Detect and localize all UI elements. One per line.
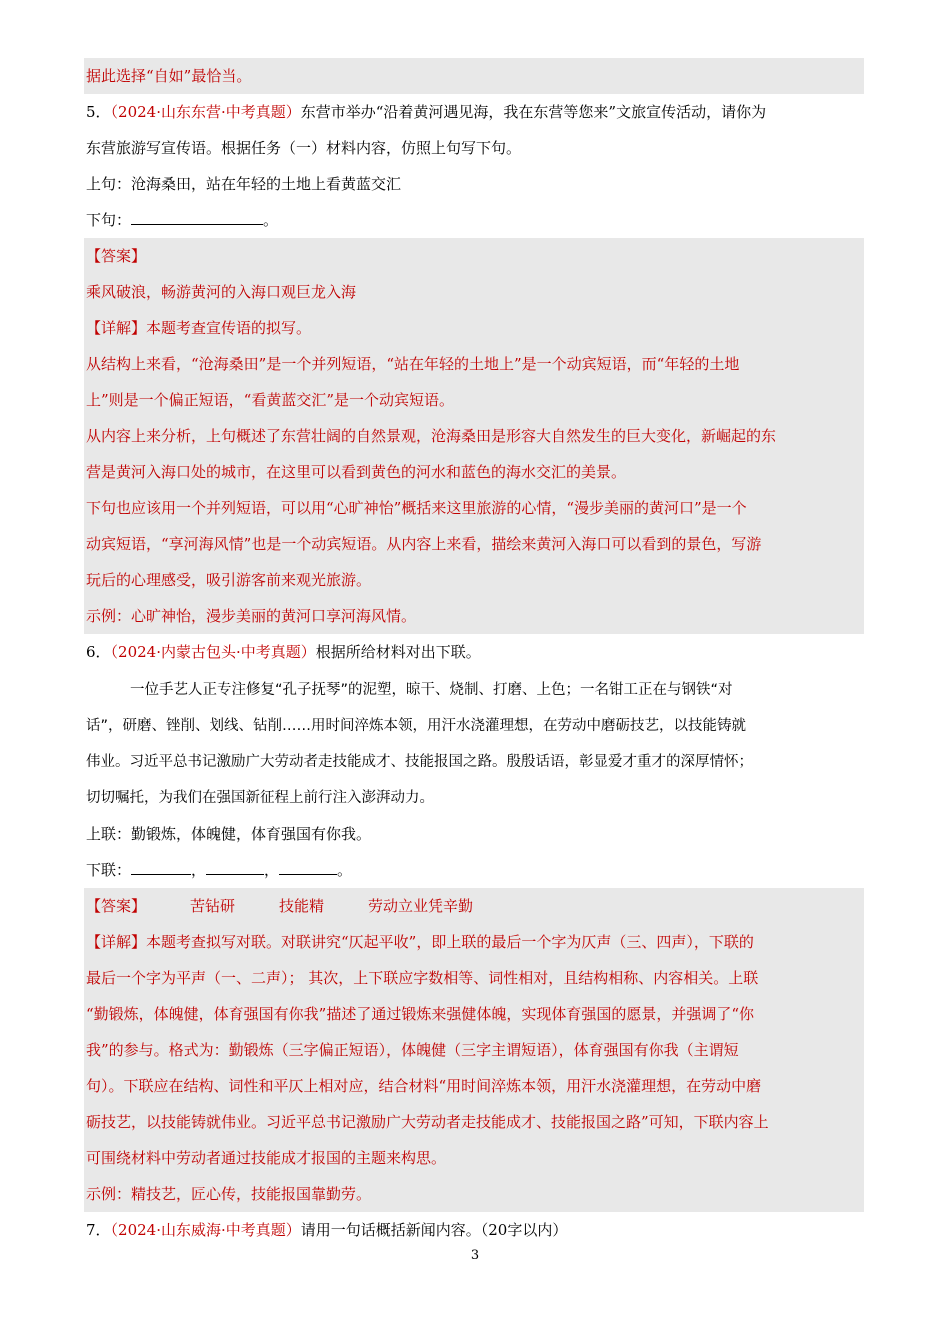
conclusion-text: 据此选择“自如”最恰当。 [86, 67, 252, 85]
upper-couplet: 上联：勤锻炼，体魄健，体育强国有你我。 [86, 825, 372, 843]
question-source: （2024·山东东营·中考真题） [110, 103, 301, 121]
comma: ， [264, 861, 280, 879]
lower-end: 。 [337, 861, 353, 879]
detail-line: 上”则是一个偏正短语，“看黄蓝交汇”是一个动宾短语。 [86, 391, 455, 409]
answer-item: 劳动立业凭辛勤 [368, 897, 474, 915]
answer-blank [206, 856, 264, 875]
answer-blank [279, 856, 337, 875]
answer-tag: 【答案】 [86, 897, 147, 915]
material-passage [86, 672, 864, 816]
example-text: 示例：精技艺，匠心传，技能报国靠勤劳。 [86, 1185, 372, 1203]
detail-line: “勤锻炼，体魄健，体育强国有你我”描述了通过锻炼来强健体魄，实现体育强国的愿景，并强调了“你 [86, 1005, 755, 1023]
lower-label: 下联： [86, 861, 132, 879]
lower-label: 下句： [86, 211, 132, 229]
q5-answer-block [84, 238, 864, 634]
question-6 [86, 634, 864, 888]
detail-line: 句）。下联应在结构、词性和平仄上相对应，结合材料“用时间淬炼本领，用汗水浇灌理想，在劳动中磨 [86, 1077, 762, 1095]
document-page [86, 58, 864, 1248]
answer-item: 苦钻研 [190, 897, 236, 915]
detail-intro: 本题考查宣传语的拟写。 [146, 319, 312, 337]
answer-tag: 【答案】 [86, 247, 147, 265]
detail-line: 砺技艺，以技能铸就伟业。习近平总书记激励广大劳动者走技能成才、技能报国之路”可知，下联内容上 [86, 1113, 769, 1131]
detail-line: 玩后的心理感受，吸引游客前来观光旅游。 [86, 571, 372, 589]
detail-tag: 【详解】 [86, 933, 147, 951]
question-number: 6． [86, 643, 111, 661]
answer-item: 技能精 [279, 897, 325, 915]
material-line: 话”，研磨、锉削、划线、钻削……用时间淬炼本领，用汗水浇灌理想，在劳动中磨砺技艺，以技能铸就 [86, 718, 747, 734]
question-stem: 根据所给材料对出下联。 [315, 643, 481, 661]
detail-line: 从内容上来分析，上句概述了东营壮阔的自然景观，沧海桑田是形容大自然发生的巨大变化，新崛起的东 [86, 427, 777, 445]
question-stem-cont: 东营旅游写宣传语。根据任务（一）材料内容，仿照上句写下句。 [86, 139, 522, 157]
detail-line: 我”的参与。格式为：勤锻炼（三字偏正短语），体魄健（三字主谓短语），体育强国有你我（主谓短 [86, 1041, 739, 1059]
material-line: 伟业。习近平总书记激励广大劳动者走技能成才、技能报国之路。殷殷话语，彰显爱才重才的深厚情怀； [86, 754, 753, 770]
previous-answer-block [84, 58, 864, 94]
question-stem: 请用一句话概括新闻内容。（20字以内） [300, 1221, 568, 1239]
question-5 [86, 94, 864, 238]
detail-line: 下句也应该用一个并列短语，可以用“心旷神怡”概括来这里旅游的心情，“漫步美丽的黄河口”是一个 [86, 499, 747, 517]
detail-line: 最后一个字为平声（一、二声）； 其次，上下联应字数相等、词性相对，且结构相称、内容相关。上联 [86, 969, 759, 987]
answer-blank [131, 206, 263, 225]
question-source: （2024·山东威海·中考真题） [110, 1221, 301, 1239]
question-number: 7． [86, 1221, 111, 1239]
example-text: 示例：心旷神怡，漫步美丽的黄河口享河海风情。 [86, 607, 417, 625]
detail-line: 动宾短语，“享河海风情”也是一个动宾短语。从内容上来看，描绘来黄河入海口可以看到的景色，写游 [86, 535, 762, 553]
detail-tag: 【详解】 [86, 319, 147, 337]
answer-blank [131, 856, 191, 875]
material-line: 一位手艺人正专注修复“孔子抚琴”的泥塑，晾干、烧制、打磨、上色；一名钳工正在与钢铁“对 [130, 682, 733, 698]
lower-end: 。 [263, 211, 279, 229]
question-stem: 东营市举办“沿着黄河遇见海，我在东营等您来”文旅宣传活动，请你为 [300, 103, 767, 121]
question-7 [86, 1212, 864, 1248]
upper-line: 上句：沧海桑田，站在年轻的土地上看黄蓝交汇 [86, 175, 402, 193]
material-line: 切切嘱托，为我们在强国新征程上前行注入澎湃动力。 [86, 790, 434, 806]
answer-text: 乘风破浪，畅游黄河的入海口观巨龙入海 [86, 283, 357, 301]
question-source: （2024·内蒙古包头·中考真题） [110, 643, 316, 661]
q6-answer-block [84, 888, 864, 1212]
page-number: 3 [470, 1248, 480, 1263]
comma: ， [191, 861, 207, 879]
question-number: 5． [86, 103, 111, 121]
detail-line: 可围绕材料中劳动者通过技能成才报国的主题来构思。 [86, 1149, 447, 1167]
detail-line: 营是黄河入海口处的城市，在这里可以看到黄色的河水和蓝色的海水交汇的美景。 [86, 463, 627, 481]
detail-line: 本题考查拟写对联。对联讲究“仄起平收”，即上联的最后一个字为仄声（三、四声），下联的 [146, 933, 754, 951]
detail-line: 从结构上来看，“沧海桑田”是一个并列短语，“站在年轻的土地上”是一个动宾短语，而“年轻的土地 [86, 355, 740, 373]
